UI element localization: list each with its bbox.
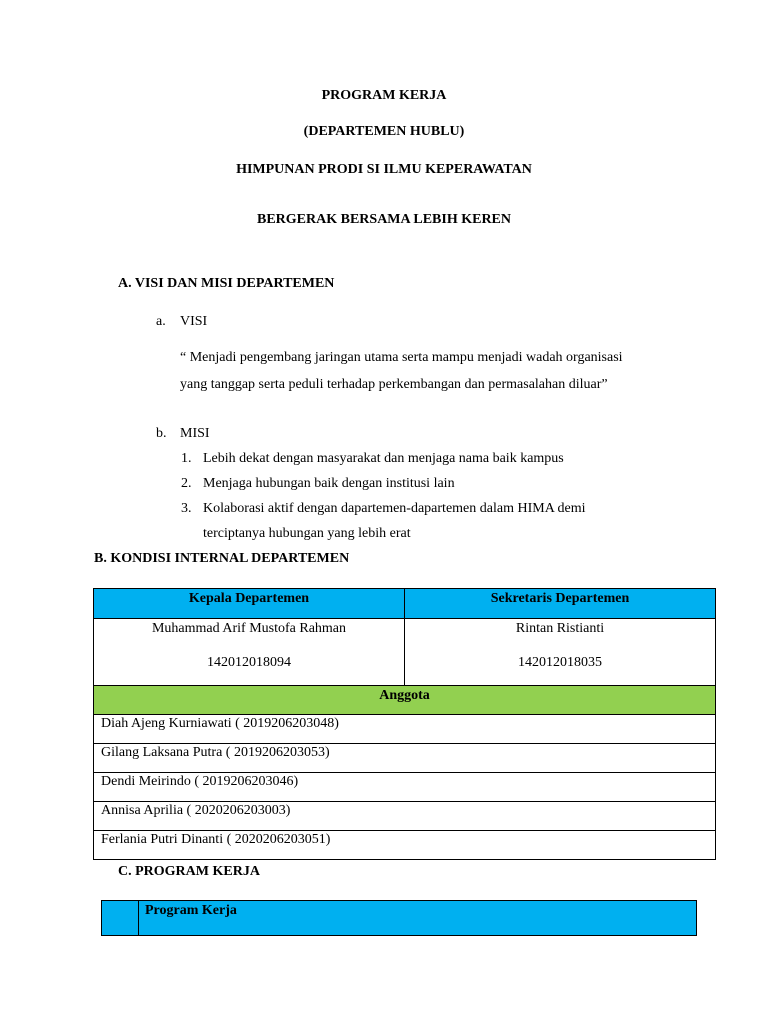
section-c-heading: C. PROGRAM KERJA: [118, 864, 260, 879]
section-a-heading: A. VISI DAN MISI DEPARTEMEN: [118, 276, 335, 291]
members-table: [93, 714, 716, 860]
member-row: Annisa Aprilia ( 2020206203003): [94, 802, 716, 831]
member-row: Diah Ajeng Kurniawati ( 2019206203048): [94, 715, 716, 744]
visi-label: VISI: [180, 314, 208, 329]
sekretaris-header: Sekretaris Departemen: [405, 589, 716, 619]
program-number-header: [102, 901, 139, 936]
anggota-header: Anggota: [94, 686, 716, 715]
kepala-name: Muhammad Arif Mustofa Rahman: [151, 621, 347, 636]
member-row: Gilang Laksana Putra ( 2019206203053): [94, 744, 716, 773]
member-row: Dendi Meirindo ( 2019206203046): [94, 773, 716, 802]
misi-item-1-text: Lebih dekat dengan masyarakat dan menjaga nama baik kampus: [203, 451, 564, 466]
visi-marker: a.: [156, 314, 166, 329]
section-b-heading: B. KONDISI INTERNAL DEPARTEMEN: [94, 551, 350, 566]
title-line-2: (DEPARTEMEN HUBLU): [303, 124, 465, 139]
title-line-4: BERGERAK BERSAMA LEBIH KEREN: [257, 212, 511, 227]
misi-item-1-num: 1.: [181, 451, 192, 466]
misi-item-3-num: 3.: [181, 501, 192, 516]
program-table: [101, 900, 697, 936]
internal-table: [93, 588, 716, 715]
kepala-header: Kepala Departemen: [94, 589, 405, 619]
kepala-cell: [94, 619, 405, 686]
member-row: Ferlania Putri Dinanti ( 2020206203051): [94, 831, 716, 860]
title-line-1: PROGRAM KERJA: [321, 88, 447, 103]
sekretaris-name: Rintan Ristianti: [515, 621, 605, 636]
misi-item-3-text: Kolaborasi aktif dengan dapartemen-dapartemen dalam HIMA demi: [203, 501, 586, 516]
program-kerja-header: Program Kerja: [139, 901, 697, 936]
misi-item-3-continuation: terciptanya hubungan yang lebih erat: [203, 526, 411, 541]
misi-marker: b.: [156, 426, 167, 441]
title-line-3: HIMPUNAN PRODI SI ILMU KEPERAWATAN: [236, 162, 532, 177]
misi-item-2-text: Menjaga hubungan baik dengan institusi lain: [203, 476, 455, 491]
misi-item-2-num: 2.: [181, 476, 192, 491]
sekretaris-id: 142012018035: [518, 655, 602, 670]
visi-text-line-1: “ Menjadi pengembang jaringan utama serta mampu menjadi wadah organisasi: [180, 350, 623, 365]
sekretaris-cell: [405, 619, 716, 686]
visi-text-line-2: yang tanggap serta peduli terhadap perkembangan dan permasalahan diluar”: [180, 377, 608, 392]
kepala-id: 142012018094: [207, 655, 291, 670]
misi-label: MISI: [180, 426, 210, 441]
